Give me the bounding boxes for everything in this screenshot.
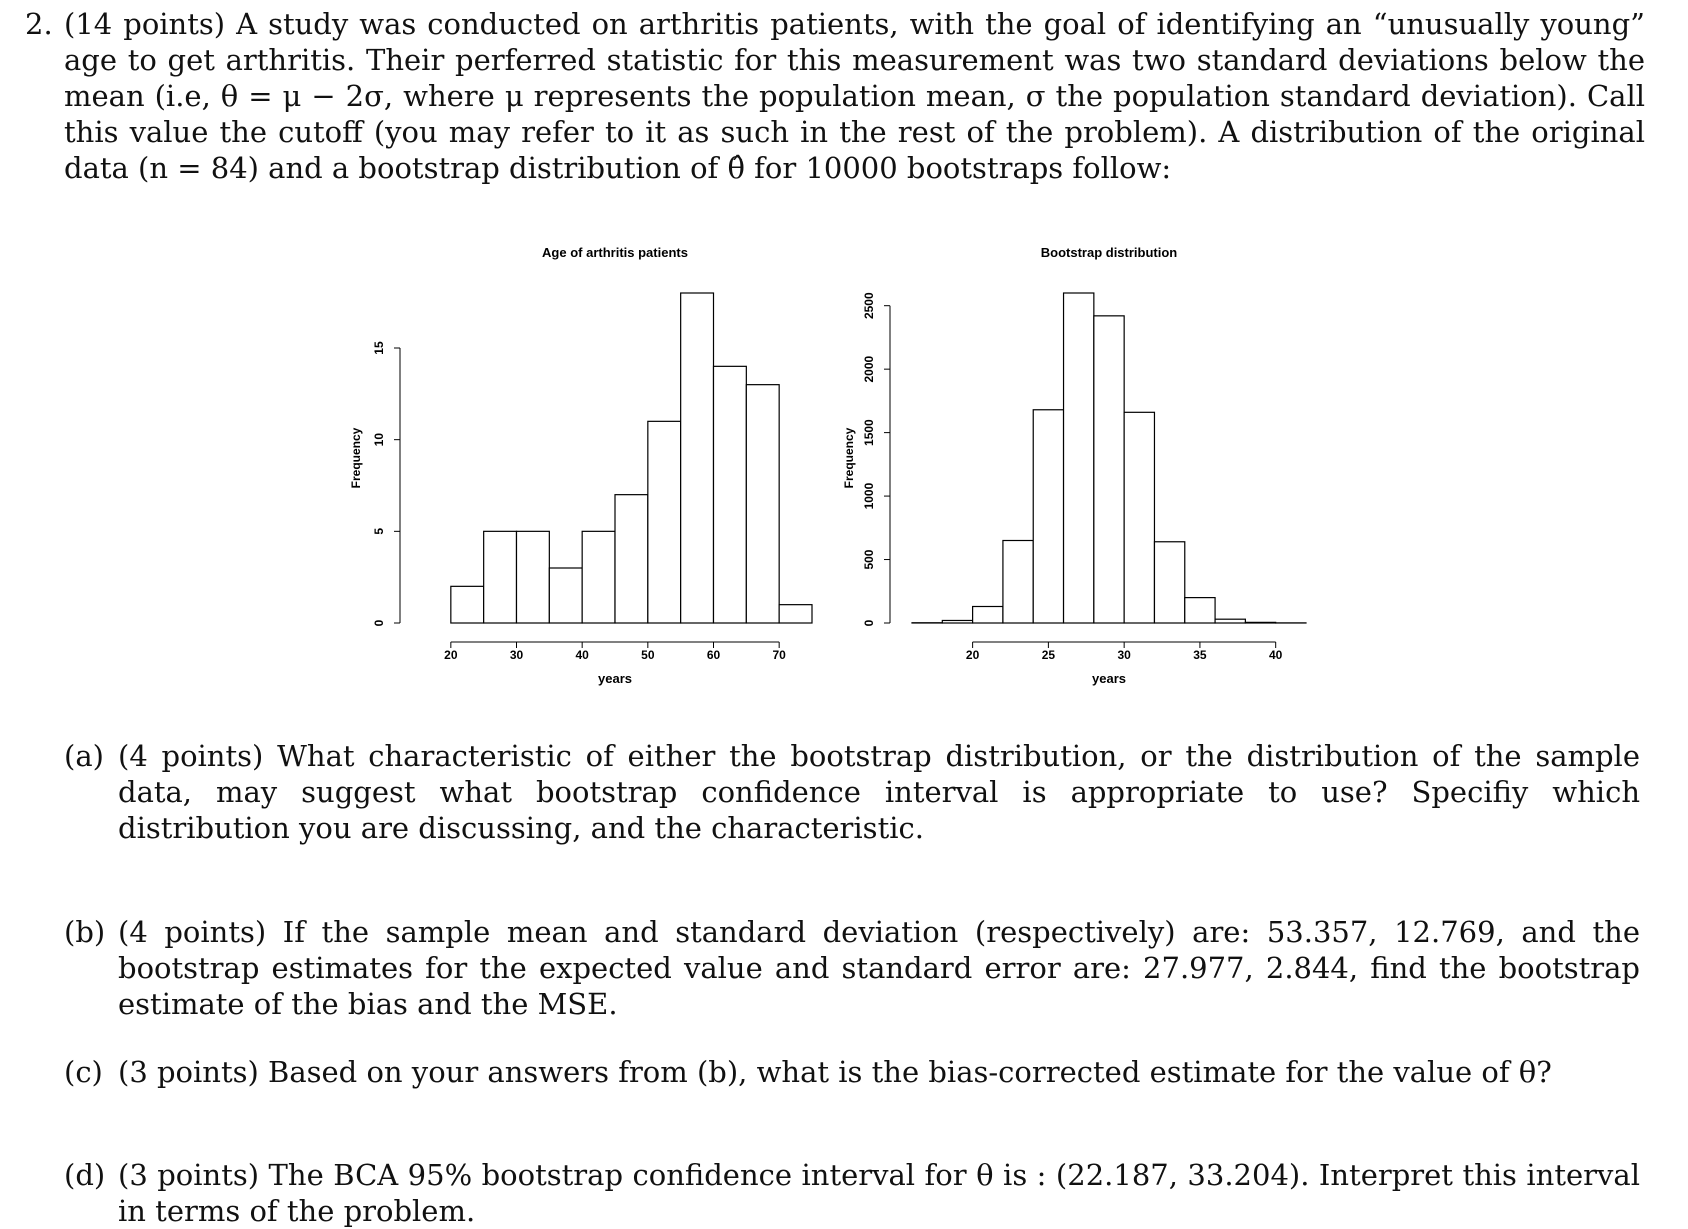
part-d <box>64 1157 1640 1229</box>
chart2-bar <box>1124 412 1154 623</box>
chart1-y-axis-label: Frequency <box>349 427 363 488</box>
part-b-label: (b) <box>64 914 105 950</box>
chart1-x-tick-label: 70 <box>772 648 786 662</box>
chart2-y-tick-label: 2000 <box>862 355 876 382</box>
chart2-bar <box>1033 410 1063 623</box>
chart2-bar <box>1003 541 1033 624</box>
chart1-bar <box>779 605 812 623</box>
problem-statement <box>25 6 1645 186</box>
chart1-x-tick-label: 60 <box>707 648 721 662</box>
chart2-y-tick-label: 1500 <box>862 419 876 446</box>
chart2-bar <box>1185 598 1215 623</box>
chart1-x-tick-label: 40 <box>575 648 589 662</box>
chart2-x-tick-label: 20 <box>966 648 980 662</box>
part-c <box>64 1054 1640 1090</box>
part-a <box>64 738 1640 846</box>
chart1-y-tick-label: 10 <box>372 433 386 447</box>
chart1-bar <box>582 531 615 623</box>
chart1-y-tick-label: 0 <box>372 619 386 626</box>
part-b <box>64 914 1640 1022</box>
chart1-x-tick-label: 50 <box>641 648 655 662</box>
chart2-bar <box>1154 542 1184 623</box>
chart1-bar <box>746 385 779 623</box>
chart2-y-tick-label: 0 <box>862 619 876 626</box>
chart1-bar <box>648 421 681 623</box>
chart1-bar <box>549 568 582 623</box>
chart2-x-axis-label: years <box>1092 671 1126 686</box>
chart2-bar <box>1215 619 1245 623</box>
chart2-title: Bootstrap distribution <box>1041 245 1178 260</box>
chart2-bar <box>973 607 1003 624</box>
chart1-bar <box>615 495 648 623</box>
chart1-title: Age of arthritis patients <box>542 245 688 260</box>
chart2-y-tick-label: 500 <box>862 549 876 569</box>
part-c-label: (c) <box>64 1054 103 1090</box>
problem-number: 2. <box>25 6 53 42</box>
chart2-x-tick-label: 25 <box>1042 648 1056 662</box>
chart1-x-tick-label: 30 <box>510 648 524 662</box>
chart1-y-tick-label: 5 <box>372 528 386 535</box>
part-d-label: (d) <box>64 1157 105 1193</box>
chart2-y-tick-label: 1000 <box>862 482 876 509</box>
chart1-bar <box>484 531 517 623</box>
histogram-figures <box>0 235 1688 695</box>
part-a-label: (a) <box>64 738 104 774</box>
chart1-bar <box>714 366 747 623</box>
chart2-bar <box>1064 293 1094 623</box>
chart1-x-axis-label: years <box>598 671 632 686</box>
chart1-bar <box>517 531 550 623</box>
chart1-bar <box>681 293 714 623</box>
chart2-bar <box>1245 622 1275 623</box>
problem-text: (14 points) A study was conducted on arthritis patients, with the goal of identifying an “unusually young” age to get arthritis. Their perferred statistic for this measurement was two standard deviations below the mean (i.e, θ = μ − 2σ, where μ represents the population mean, σ the population standard deviation). Call this value the cutoff (you may refer to it as such in the rest of the problem). A distribution of the original data (n = 84) and a bootstrap distribution of θ̂ for 10000 bootstraps follow: <box>64 6 1645 186</box>
chart2-y-tick-label: 2500 <box>862 292 876 319</box>
figures <box>0 235 1688 695</box>
part-b-text: (4 points) If the sample mean and standard deviation (respectively) are: 53.357, 12.769, and the bootstrap estimates for the expected value and standard error are: 27.977, 2.844, find the bootstrap estimate of the bias and the MSE. <box>118 914 1640 1022</box>
chart2-x-tick-label: 35 <box>1193 648 1207 662</box>
chart2-x-tick-label: 40 <box>1269 648 1283 662</box>
chart2-y-axis-label: Frequency <box>842 427 856 488</box>
chart2-bar <box>942 620 972 623</box>
chart1-bar <box>451 586 484 623</box>
part-a-text: (4 points) What characteristic of either the bootstrap distribution, or the distribution of the sample data, may suggest what bootstrap confidence interval is appropriate to use? Specifiy which distribution you are discussing, and the characteristic. <box>118 738 1640 846</box>
part-d-text: (3 points) The BCA 95% bootstrap confidence interval for θ is : (22.187, 33.204). Interpret this interval in terms of the problem. <box>118 1157 1640 1229</box>
chart1-x-tick-label: 20 <box>444 648 458 662</box>
chart2-bar <box>1094 316 1124 623</box>
chart1-y-tick-label: 15 <box>372 341 386 355</box>
chart2-x-tick-label: 30 <box>1117 648 1131 662</box>
part-c-text: (3 points) Based on your answers from (b), what is the bias-corrected estimate for the value of θ? <box>118 1054 1640 1090</box>
